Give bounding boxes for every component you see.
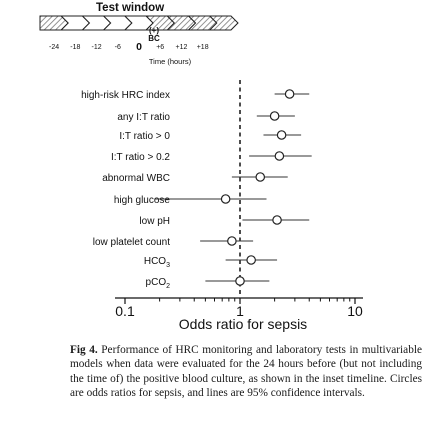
odds-ratio-point <box>256 173 264 181</box>
timeline-chevrons <box>40 16 238 30</box>
forest-row <box>139 216 309 227</box>
timeline-tick-labels <box>49 41 209 53</box>
timeline-tick-label: 0 <box>136 41 142 53</box>
row-label: low platelet count <box>92 237 170 248</box>
caption-label: Fig 4. <box>70 344 98 356</box>
odds-ratio-point <box>247 256 255 264</box>
forest-row <box>81 90 309 101</box>
timeline-tick-label: +6 <box>156 44 165 51</box>
forest-row <box>146 277 270 290</box>
timeline-title: Test window <box>96 2 165 14</box>
timeline-tick-label: -6 <box>114 44 121 51</box>
blood-culture-label-bottom: BC <box>148 34 160 43</box>
x-axis-label: Odds ratio for sepsis <box>178 316 308 332</box>
odds-ratio-point <box>236 277 244 285</box>
timeline-tick-label: +18 <box>196 44 209 51</box>
x-tick-label: 1 <box>236 303 244 319</box>
odds-ratio-point <box>285 90 293 98</box>
figure-caption <box>70 343 422 401</box>
x-tick-label: 0.1 <box>115 303 135 319</box>
timeline-tick-label: +12 <box>175 44 188 51</box>
forest-row <box>111 152 312 163</box>
odds-ratio-point <box>228 237 236 245</box>
odds-ratio-point <box>277 131 285 139</box>
timeline-tick-label: -24 <box>49 44 60 51</box>
forest-row <box>93 237 253 248</box>
forest-row <box>102 173 288 184</box>
row-label: any I:T ratio <box>117 112 170 123</box>
timeline-axis-label: Time (hours) <box>148 57 192 66</box>
row-label: I:T ratio > 0.2 <box>110 152 170 163</box>
forest-row <box>114 195 267 206</box>
timeline-tick-label: -12 <box>91 44 102 51</box>
row-label: I:T ratio > 0 <box>119 131 170 142</box>
odds-ratio-point <box>273 216 281 224</box>
caption-text: Performance of HRC monitoring and laboratory tests in multivariable models when data were evaluated for the 24 hours before (but not including the time of) the positive blood culture, as shown in the inset timeline. Circles are odds ratios for sepsis, and lines are 95% confidence intervals. <box>70 344 422 400</box>
row-label: low pH <box>139 216 170 227</box>
row-label: $HCO_3$ <box>143 256 170 269</box>
forest-row <box>117 112 294 123</box>
x-tick-label: 10 <box>347 303 363 319</box>
plot-rows <box>81 90 312 290</box>
blood-culture-label-top: (+) <box>149 26 159 35</box>
forest-row <box>144 256 277 269</box>
forest-row <box>119 131 301 142</box>
row-label: pCO$_2$ <box>145 277 170 290</box>
odds-ratio-point <box>270 112 278 120</box>
odds-ratio-point <box>221 195 229 203</box>
odds-ratio-point <box>275 152 283 160</box>
row-label: high-risk HRC index <box>81 90 170 101</box>
row-label: abnormal WBC <box>102 173 170 184</box>
row-label: high glucose <box>113 195 170 206</box>
timeline-tick-label: -18 <box>70 44 81 51</box>
